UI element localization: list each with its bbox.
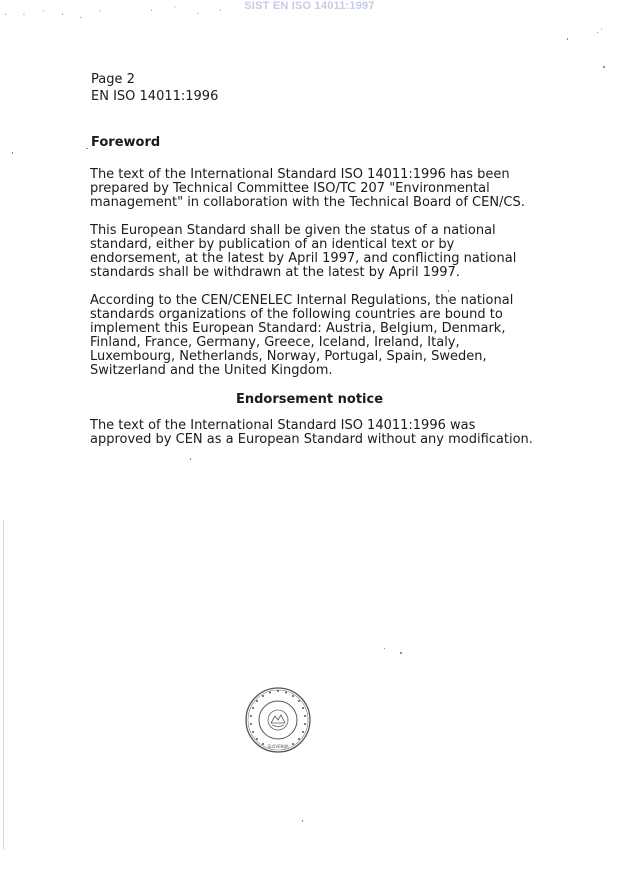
endorsement-heading: Endorsement notice [235, 392, 384, 407]
scan-edge-line [3, 520, 4, 850]
watermark: SIST EN ISO 14011:1997 [244, 0, 375, 12]
text-line: standards organizations of the following countries are bound to [90, 306, 503, 322]
text-line: management" in collaboration with the Technical Board of CEN/CS. [90, 194, 525, 210]
scan-dot [603, 66, 605, 68]
scan-dot [190, 458, 191, 460]
scan-dot [448, 290, 449, 292]
text-line: Luxembourg, Netherlands, Norway, Portugal, Spain, Sweden, [90, 348, 487, 364]
text-line: implement this European Standard: Austria, Belgium, Denmark, [90, 320, 506, 336]
scan-noise-top-right: ·˙ [596, 28, 605, 39]
scan-dot [86, 148, 88, 149]
scan-dot [12, 152, 13, 154]
text-line: The text of the International Standard ISO 14011:1996 was [90, 418, 476, 433]
seal-text: SLOVENIJA [267, 744, 289, 749]
page-number: Page 2 [91, 72, 135, 87]
text-line: endorsement, at the latest by April 1997, and conflicting national [90, 250, 517, 266]
text-line: approved by CEN as a European Standard without any modification. [90, 431, 533, 447]
scan-noise-top-left: · · ˙ · . ˙ [4, 10, 109, 21]
endorsement-paragraph [90, 418, 533, 447]
scan-dot [302, 820, 303, 822]
scan-noise-top-mid: · ˙ . · [150, 6, 231, 17]
official-seal-icon [244, 686, 312, 754]
text-line: This European Standard shall be given the status of a national [90, 223, 496, 238]
text-line: prepared by Technical Committee ISO/TC 207 "Environmental [90, 180, 490, 196]
foreword-heading: Foreword [91, 135, 161, 150]
scan-dot [400, 652, 402, 654]
scan-dot [384, 648, 385, 649]
foreword-paragraph-3 [90, 294, 530, 377]
text-line: According to the CEN/CENELEC Internal Regulations, the national [90, 293, 514, 308]
scan-dot [567, 38, 568, 40]
foreword-paragraph-2 [90, 224, 530, 280]
text-line: standard, either by publication of an identical text or by [90, 236, 455, 252]
text-line: Finland, France, Germany, Greece, Iceland, Ireland, Italy, [90, 334, 460, 350]
text-line: Switzerland and the United Kingdom. [90, 362, 333, 378]
text-line: The text of the International Standard ISO 14011:1996 has been [90, 167, 510, 182]
text-line: standards shall be withdrawn at the latest by April 1997. [90, 264, 460, 280]
foreword-paragraph-1 [90, 168, 530, 210]
document-id: EN ISO 14011:1996 [91, 89, 219, 104]
